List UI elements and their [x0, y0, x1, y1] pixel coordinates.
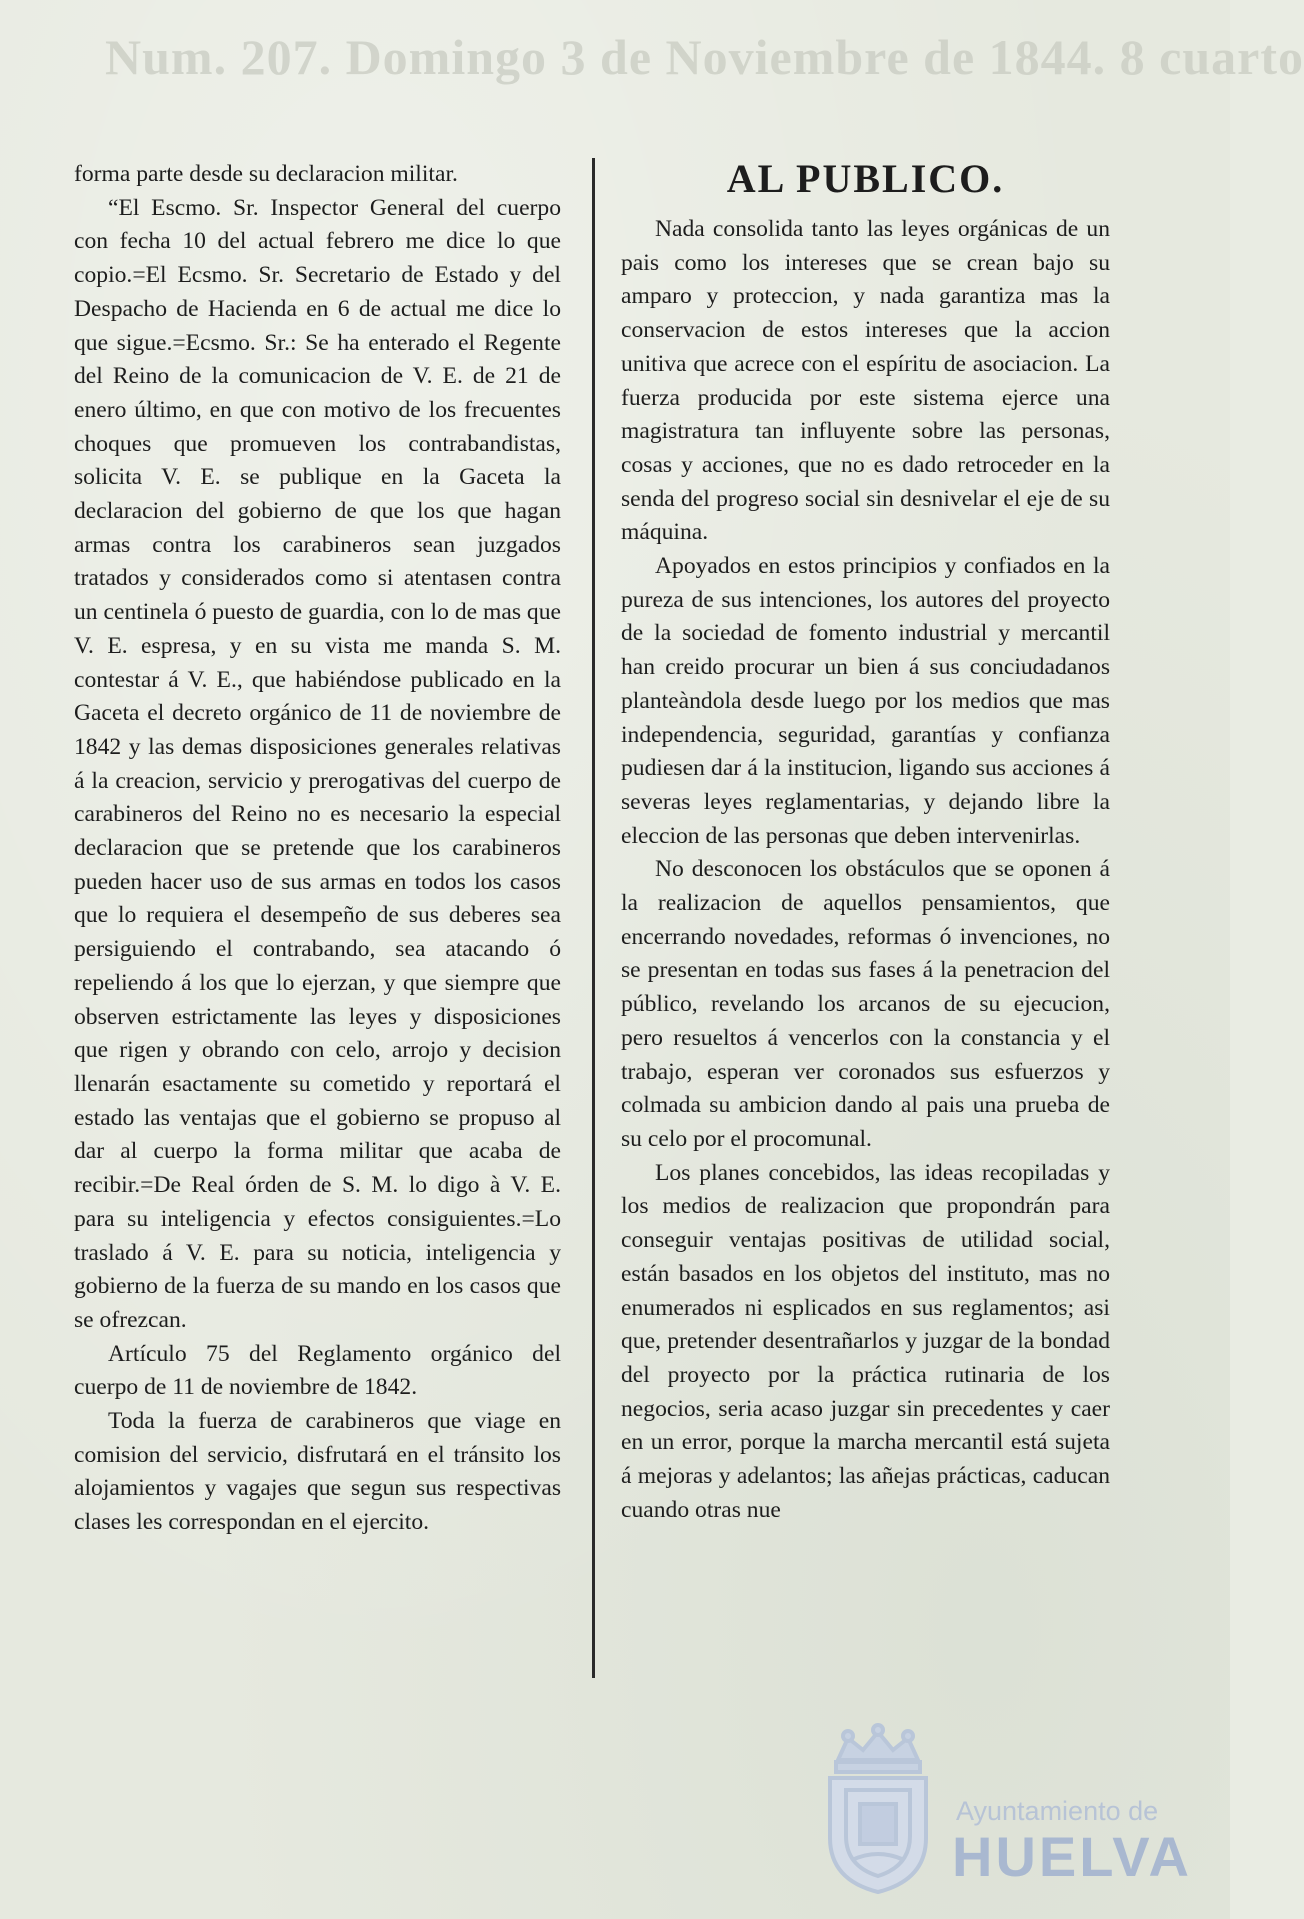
right-paragraph-1: Nada consolida tanto las leyes orgánicas de un pais como los intereses que se crean bajo su amparo y proteccion, y nada garantiza mas la conservacion de estos intereses que la accion unitiva que acrece con el espíritu de asociacion. La fuerza producida por este sistema ejerce una magistratura tan influyente sobre las personas, cosas y acciones, que no es dado retroceder en la senda del progreso social sin desnivelar el eje de su máquina.	[621, 216, 1110, 546]
left-paragraph-1: forma parte desde su declaracion militar.	[74, 161, 458, 187]
right-column	[621, 155, 1110, 1527]
right-paragraph-3: No desconocen los obstáculos que se oponen á la realizacion de aquellos pensamientos, que encerrando novedades, reformas ó invenciones, no se presentan en todas sus fases á la penetracion del público, revelando los arcanos de su ejecucion, pero resueltos á vencerlos con la constancia y el trabajo, esperan ver coronados sus esfuerzos y colmada su ambicion dando al pais una prueba de su celo por el procomunal.	[621, 856, 1110, 1152]
watermark-line-2: HUELVA	[952, 1825, 1192, 1888]
watermark-line-1: Ayuntamiento de	[956, 1796, 1159, 1826]
left-paragraph-4: Toda la fuerza de carabineros que viage en comision del servicio, disfrutará en el tránsito los alojamientos y vagajes que segun sus respectivas clases les correspondan en el ejercito.	[74, 1408, 561, 1536]
column-divider	[592, 158, 595, 1678]
right-paragraph-4: Los planes concebidos, las ideas recopiladas y los medios de realizacion que propondrán para conseguir ventajas positivas de utilidad social, están basados en los objetos del instituto, mas no enumerados ni esplicados en sus reglamentos; asi que, pretender desentrañarlos y juzgar de la bondad del proyecto por la práctica rutinaria de los negocios, seria acaso juzgar sin precedentes y caer en un error, porque la marcha mercantil está sujeta á mejoras y adelantos; las añejas prácticas, caducan cuando otras nue	[621, 1159, 1110, 1523]
ayuntamiento-watermark	[808, 1720, 1192, 1900]
left-column	[74, 158, 561, 1540]
left-paragraph-2: “El Escmo. Sr. Inspector General del cuerpo con fecha 10 del actual febrero me dice lo que copio.=El Ecsmo. Sr. Secretario de Estado y del Despacho de Hacienda en 6 de actual me dice lo que sigue.=Ecsmo. Sr.: Se ha enterado el Regente del Reino de la comunicacion de V. E. de 21 de enero último, en que con motivo de los frecuentes choques que promueven los contrabandistas, solicita V. E. se publique en la Gaceta la declaracion del gobierno de que los que hagan armas contra los carabineros sean juzgados tratados y considerados como si atentasen contra un centinela ó puesto de guardia, con lo de mas que V. E. espresa, y en su vista me manda S. M. contestar á V. E., que habiéndose publicado en la Gaceta el decreto orgánico de 11 de noviembre de 1842 y las demas disposiciones generales relativas á la creacion, servicio y prerogativas del cuerpo de carabineros del Reino no es necesario la especial declaracion que se pretende que los carabineros pueden hacer uso de sus armas en todos los casos que lo requiera el desempeño de sus deberes sea persiguiendo el contrabando, sea atacando ó repeliendo á los que lo ejerzan, y que siempre que observen estrictamente las leyes y disposiciones que rigen y obrando con celo, arrojo y decision llenarán esactamente su cometido y reportará el estado las ventajas que el gobierno se propuso al dar al cuerpo la forma militar que acaba de recibir.=De Real órden de S. M. lo digo à V. E. para su inteligencia y efectos consiguientes.=Lo traslado á V. E. para su noticia, inteligencia y gobierno de la fuerza de su mando en los casos que se ofrezcan.	[74, 194, 561, 1333]
huelva-coat-of-arms-icon	[808, 1720, 948, 1900]
left-paragraph-3: Artículo 75 del Reglamento orgánico del cuerpo de 11 de noviembre de 1842.	[74, 1340, 561, 1401]
faded-masthead: Num. 207. Domingo 3 de Noviembre de 1844. 8 cuarto	[105, 29, 1304, 85]
right-paragraph-2: Apoyados en estos principios y confiados en la pureza de sus intenciones, los autores del proyecto de la sociedad de fomento industrial y mercantil han creido procurar un bien á sus conciudadanos planteàndola desde luego por los medios que mas independencia, seguridad, garantías y confianza pudiesen dar á la institucion, ligando sus acciones á severas leyes reglamentarias, y dejando libre la eleccion de las personas que deben intervenirlas.	[621, 553, 1110, 849]
article-title: AL PUBLICO.	[726, 156, 1005, 201]
